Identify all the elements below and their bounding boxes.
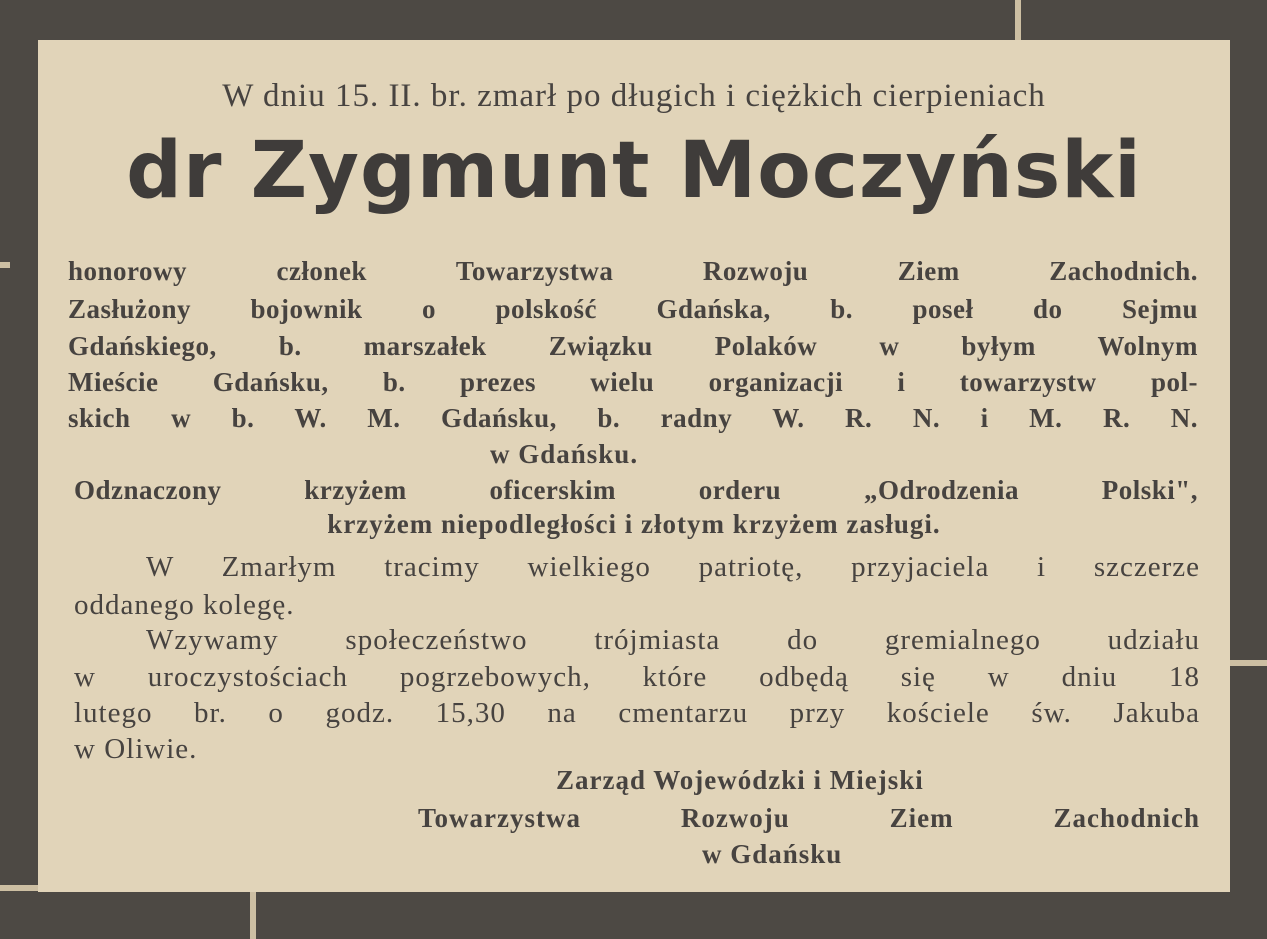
tribute-line: W Zmarłym tracimy wielkiego patriotę, przyjaciela i szczerze [146,551,1200,583]
deceased-name: dr Zygmunt Moczyński [126,126,1142,216]
frame-seam [1228,660,1267,666]
frame-seam [0,262,10,268]
signature-line: Towarzystwa Rozwoju Ziem Zachodnich [418,803,1200,833]
bio-line: Mieście Gdańsku, b. prezes wielu organizacji i towarzystw pol- [68,367,1198,397]
invitation-line: w Oliwie. [74,733,198,765]
bio-line: skich w b. W. M. Gdańsku, b. radny W. R. N. i M. R. N. [68,403,1198,433]
bio-line: honorowy członek Towarzystwa Rozwoju Ziem Zachodnich. [68,256,1198,286]
bio-line: w Gdańsku. [490,439,639,469]
invitation-line: w uroczystościach pogrzebowych, które odbędą się w dniu 18 [74,661,1200,693]
honors-line: Odznaczony krzyżem oficerskim orderu „Odrodzenia Polski", [74,475,1198,505]
obituary-notice [38,40,1230,892]
signature-line: Zarząd Wojewódzki i Miejski [556,765,924,795]
mourning-frame-bottom [0,884,1267,939]
invitation-line: lutego br. o godz. 15,30 na cmentarzu przy kościele św. Jakuba [74,697,1200,729]
invitation-line: Wzywamy społeczeństwo trójmiasta do gremialnego udziału [146,624,1200,656]
bio-line: Zasłużony bojownik o polskość Gdańska, b. poseł do Sejmu [68,294,1198,324]
mourning-frame-right [1228,0,1267,939]
bio-line: Gdańskiego, b. marszałek Związku Polaków w byłym Wolnym [68,331,1198,361]
signature-line: w Gdańsku [702,839,843,869]
notice-intro: W dniu 15. II. br. zmarł po długich i ciężkich cierpieniach [222,78,1046,114]
honors-line: krzyżem niepodległości i złotym krzyżem zasługi. [327,509,941,539]
frame-seam [1015,0,1021,40]
tribute-line: oddanego kolegę. [74,589,295,621]
frame-seam [250,892,256,939]
